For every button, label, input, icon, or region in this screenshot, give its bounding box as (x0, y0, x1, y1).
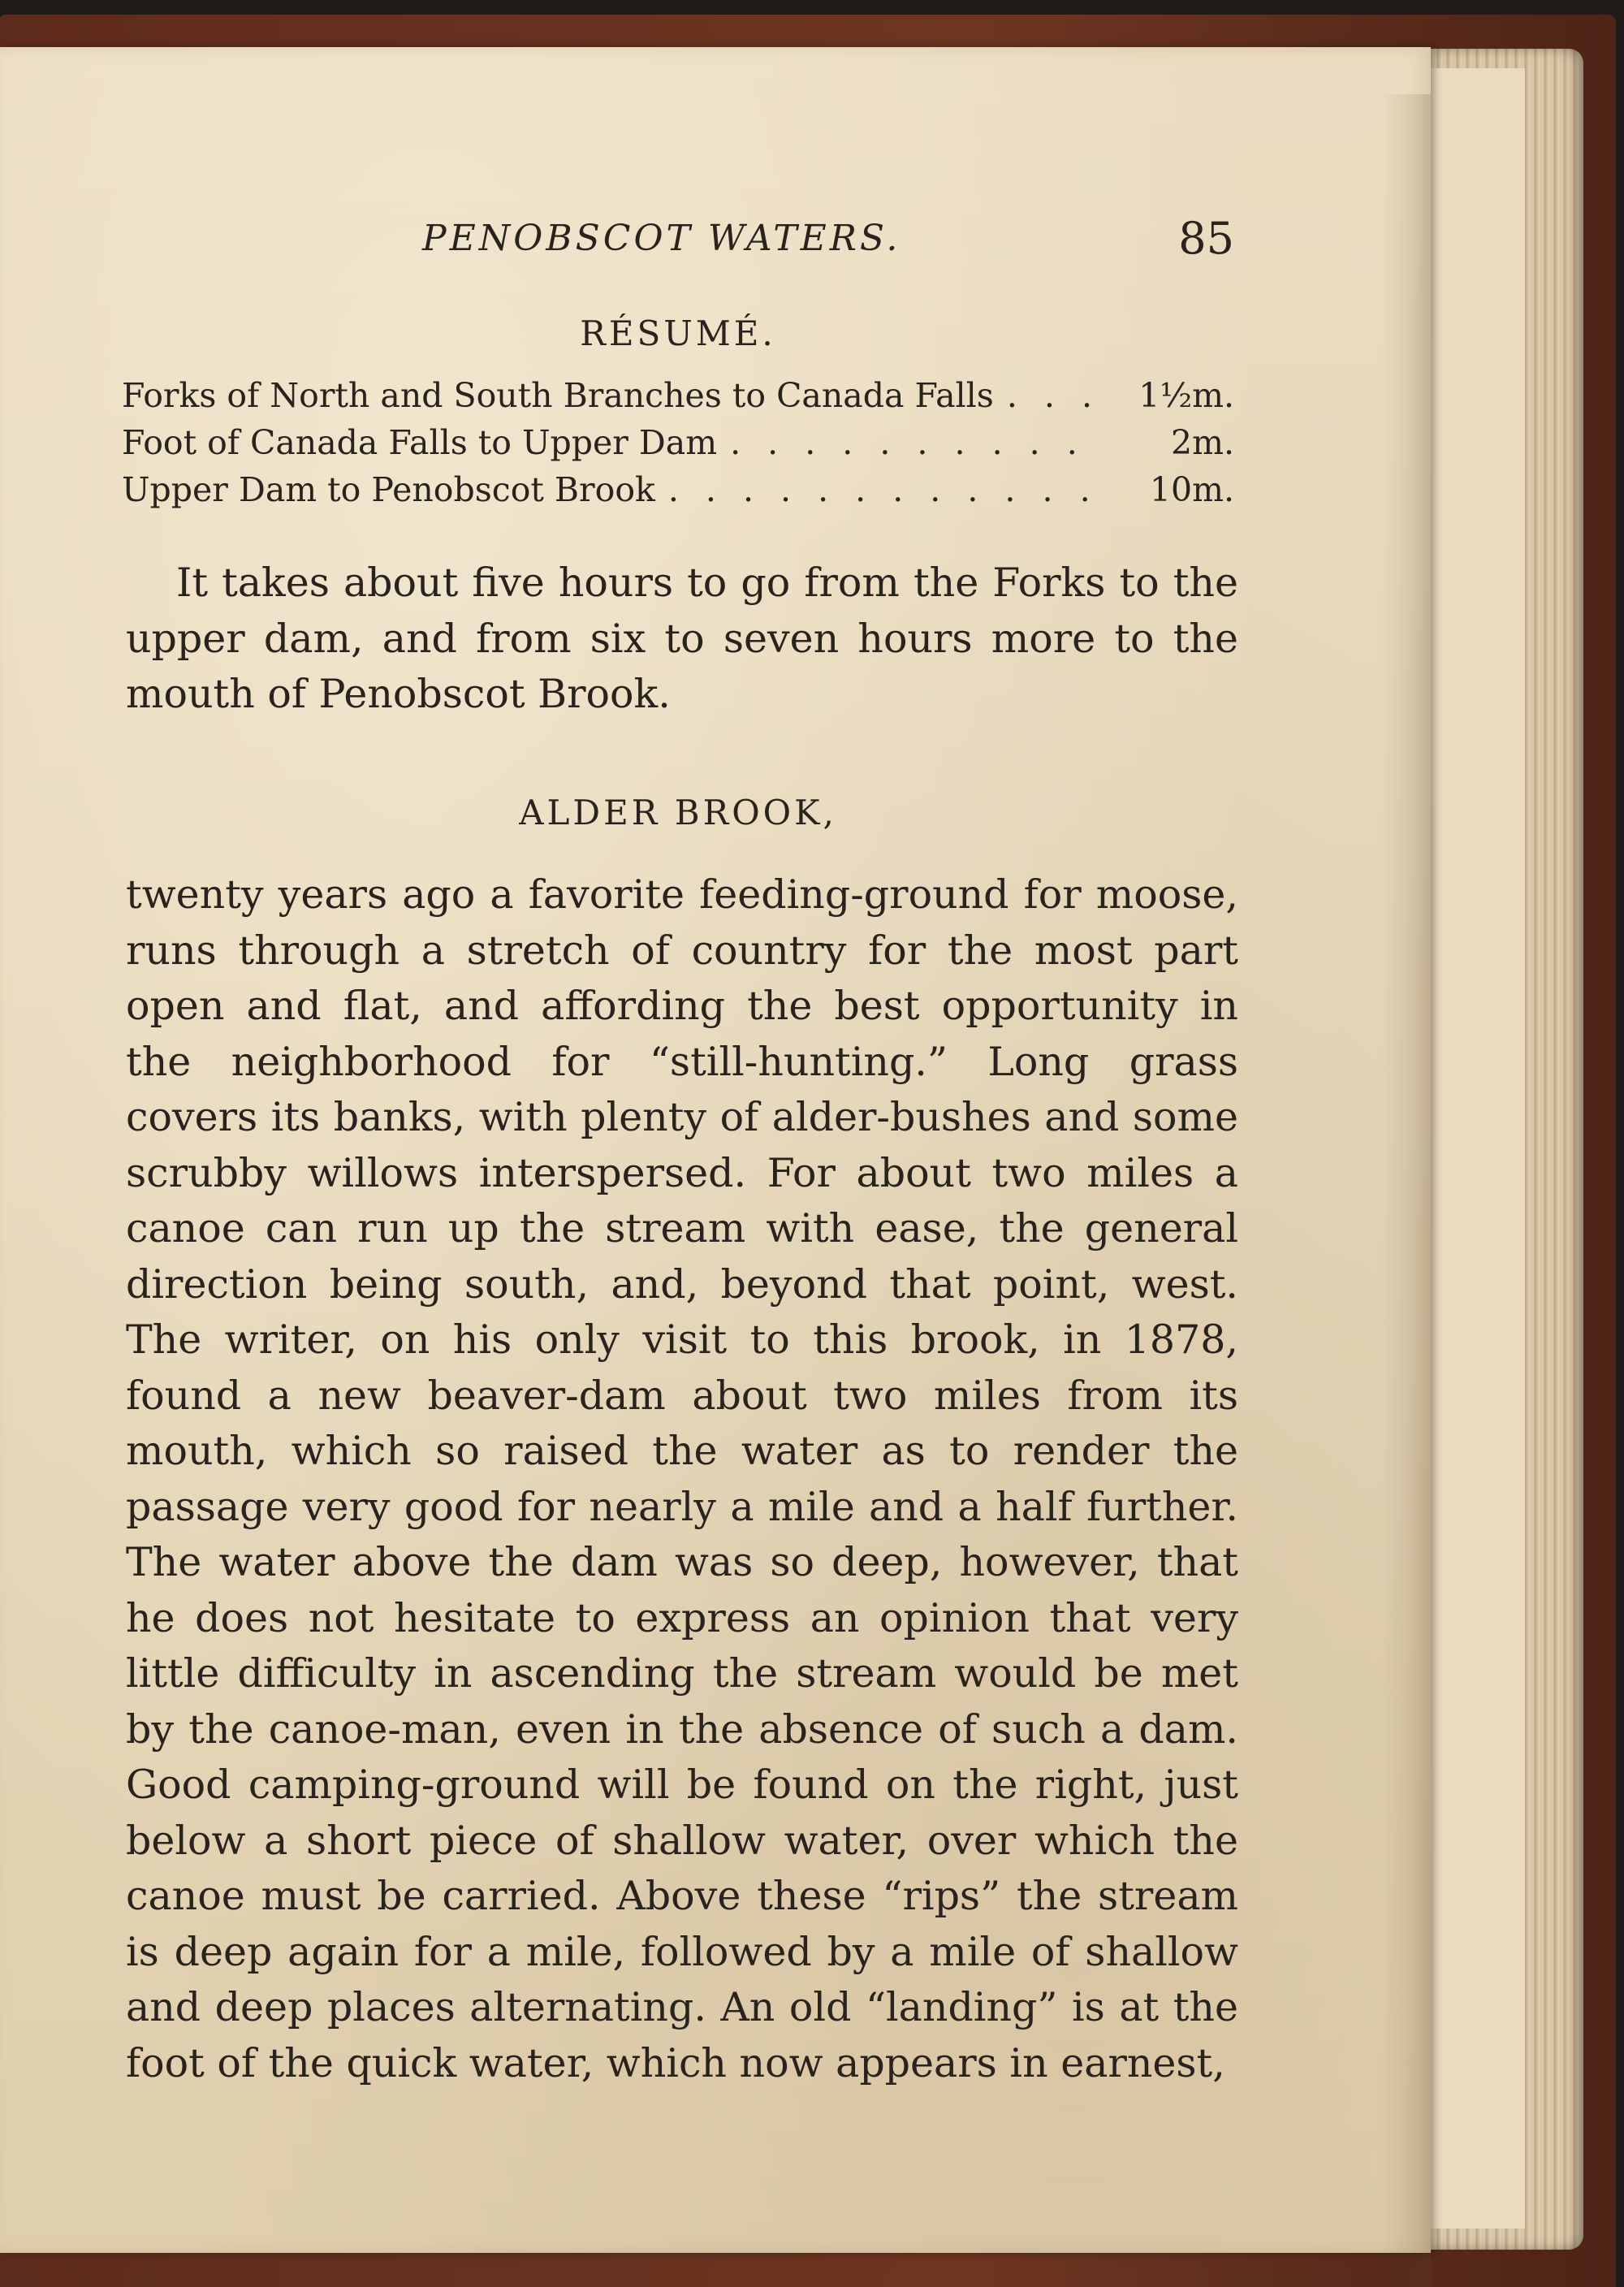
page-fold-shadow (1380, 94, 1431, 2287)
resume-route: Forks of North and South Branches to Canada Falls (122, 376, 994, 415)
resume-distance: 10m. (1149, 470, 1234, 509)
travel-time-paragraph: It takes about five hours to go from the Forks to the upper dam, and from six to seven hours more to the mouth of Penobscot Brook. (126, 560, 1238, 717)
running-head (122, 213, 1234, 275)
dot-leader (730, 423, 1099, 462)
dot-leader (1007, 376, 1099, 415)
running-title: PENOBSCOT WATERS. (422, 218, 901, 259)
next-page-edge (1426, 68, 1525, 2229)
resume-heading: RÉSUMÉ. (580, 313, 776, 353)
resume-distance: 2m. (1171, 423, 1234, 462)
resume-list (122, 376, 1234, 517)
dot-leader (668, 470, 1099, 509)
resume-row (122, 376, 1234, 423)
resume-distance: 1½m. (1138, 376, 1234, 415)
resume-row (122, 470, 1234, 517)
resume-route: Foot of Canada Falls to Upper Dam (122, 423, 718, 462)
alder-brook-heading: ALDER BROOK, (519, 793, 837, 832)
page-number: 85 (1178, 213, 1234, 264)
book-page (0, 47, 1431, 2253)
resume-row (122, 423, 1234, 470)
alder-brook-paragraph: twenty years ago a favorite feeding-ground for moose, runs through a stretch of country for the most part open and flat, and affording the best opportunity in the neighborhood for “still-hunting.” Long grass covers its banks, with plenty of alder-bushes and some scrubby willows interspersed. For about two miles a canoe can run up the stream with ease, the general direction being south, and, beyond that point, west. The writer, on his only visit to this brook, in 1878, found a new beaver-dam about two miles from its mouth, which so raised the water as to render the passage very good for nearly a mile and a half further. The water above the dam was so deep, however, that he does not hesitate to express an opinion that very little difficulty in ascending the stream would be met by the canoe-man, even in the absence of such a dam. Good camping-ground will be found on the right, just below a short piece of shallow water, over which the canoe must be carried. Above these “rips” the stream is deep again for a mile, followed by a mile of shallow and deep places alternating. An old “landing” is at the foot of the quick water, which now appears in earnest, (126, 871, 1238, 2086)
resume-route: Upper Dam to Penobscot Brook (122, 470, 655, 509)
